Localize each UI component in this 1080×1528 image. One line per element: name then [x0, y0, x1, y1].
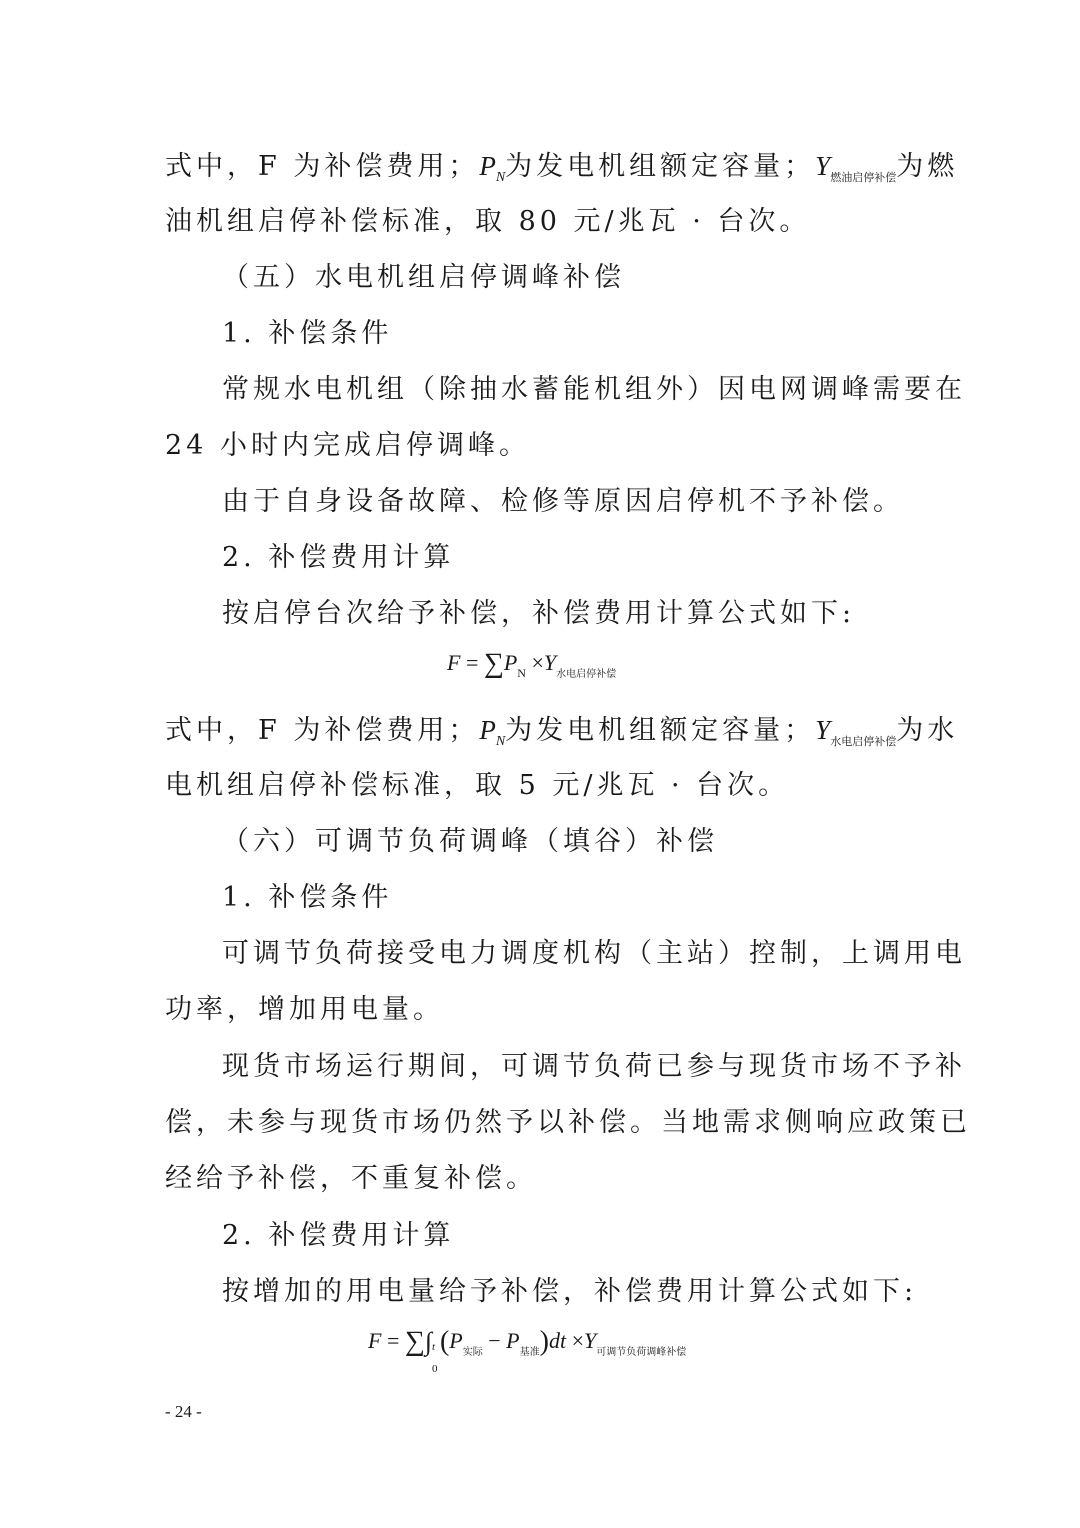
- left-paren: (: [439, 1326, 450, 1357]
- formula-times: ×: [571, 1328, 584, 1353]
- paragraph-line-20: 按增加的用电量给予补偿，补偿费用计算公式如下:: [222, 1276, 918, 1307]
- formula-equals: =: [465, 650, 479, 675]
- text-span: 为燃: [896, 151, 959, 182]
- paragraph-line-2: 油机组启停补偿标准，取 80 元/兆瓦 · 台次。: [165, 206, 811, 237]
- formula-y-subscript: 可调节负荷调峰补偿: [596, 1347, 687, 1358]
- formula-hydro: [447, 648, 616, 690]
- paragraph-line-6: 24 小时内完成启停调峰。: [165, 430, 530, 461]
- section-heading-5: （五）水电机组启停调峰补偿: [222, 262, 625, 293]
- paragraph-line-5: 常规水电机组（除抽水蓄能机组外）因电网调峰需要在: [222, 374, 966, 405]
- formula-p: P: [503, 650, 518, 675]
- formula-lhs: F: [368, 1328, 382, 1353]
- text-span: 式中，F 为补偿费用；: [165, 715, 480, 746]
- text-span: 为发电机组额定容量；: [505, 715, 816, 746]
- formula-p-subscript: N: [517, 666, 526, 680]
- symbol-p-subscript: N: [495, 734, 506, 749]
- paragraph-line-1: [165, 146, 959, 198]
- symbol-y-subscript: 燃油启停补偿: [830, 171, 897, 184]
- paragraph-line-15: 功率，增加用电量。: [165, 994, 444, 1025]
- text-span: 式中，F 为补偿费用；: [165, 151, 480, 182]
- paragraph-line-18: 经给予补偿，不重复补偿。: [165, 1163, 537, 1194]
- sigma-symbol: ∑: [483, 648, 504, 679]
- formula-p-base: P: [506, 1328, 520, 1353]
- formula-equals: =: [386, 1328, 400, 1353]
- formula-p-actual: P: [449, 1328, 463, 1353]
- paragraph-line-9: 按启停台次给予补偿，补偿费用计算公式如下:: [222, 598, 856, 629]
- symbol-y: Y: [815, 151, 831, 181]
- integral-symbol: ∫: [424, 1327, 432, 1356]
- formula-p-actual-subscript: 实际: [462, 1347, 483, 1358]
- symbol-p-subscript: N: [495, 170, 506, 185]
- formula-adjustable-load: [368, 1326, 687, 1375]
- formula-y-subscript: 水电启停补偿: [556, 669, 617, 680]
- paragraph-line-11: 电机组启停补偿标准，取 5 元/兆瓦 · 台次。: [165, 770, 790, 801]
- right-paren: ): [539, 1326, 549, 1357]
- paragraph-line-7: 由于自身设备故障、检修等原因启停机不予补偿。: [222, 486, 904, 517]
- formula-y: Y: [584, 1328, 597, 1353]
- formula-dt: dt: [548, 1328, 567, 1353]
- subheading-conditions: 1. 补偿条件: [222, 318, 393, 349]
- text-span: 为水: [896, 715, 959, 746]
- formula-y: Y: [543, 650, 557, 675]
- symbol-y-subscript: 水电启停补偿: [830, 735, 897, 748]
- symbol-y: Y: [815, 715, 831, 745]
- subheading-calculation: 2. 补偿费用计算: [222, 542, 455, 573]
- formula-minus: −: [488, 1328, 501, 1353]
- paragraph-line-16: 现货市场运行期间，可调节负荷已参与现货市场不予补: [222, 1051, 966, 1082]
- formula-times: ×: [531, 650, 544, 675]
- paragraph-line-14: 可调节负荷接受电力调度机构（主站）控制，上调用电: [222, 938, 966, 969]
- sigma-symbol: ∑: [404, 1326, 425, 1357]
- text-span: 为发电机组额定容量；: [505, 151, 816, 182]
- subheading-conditions: 1. 补偿条件: [222, 882, 393, 913]
- page-number: - 24 -: [165, 1402, 202, 1421]
- paragraph-line-10: [165, 710, 959, 762]
- section-heading-6: （六）可调节负荷调峰（填谷）补偿: [222, 826, 718, 857]
- paragraph-line-17: 偿，未参与现货市场仍然予以补偿。当地需求侧响应政策已: [165, 1107, 971, 1138]
- symbol-p: P: [479, 151, 496, 181]
- integral-upper-limit: t: [431, 1341, 436, 1353]
- formula-p-base-subscript: 基准: [519, 1347, 540, 1358]
- integral-lower-limit: 0: [431, 1363, 438, 1375]
- formula-lhs: F: [447, 650, 461, 675]
- symbol-p: P: [479, 715, 496, 745]
- subheading-calculation: 2. 补偿费用计算: [222, 1220, 455, 1251]
